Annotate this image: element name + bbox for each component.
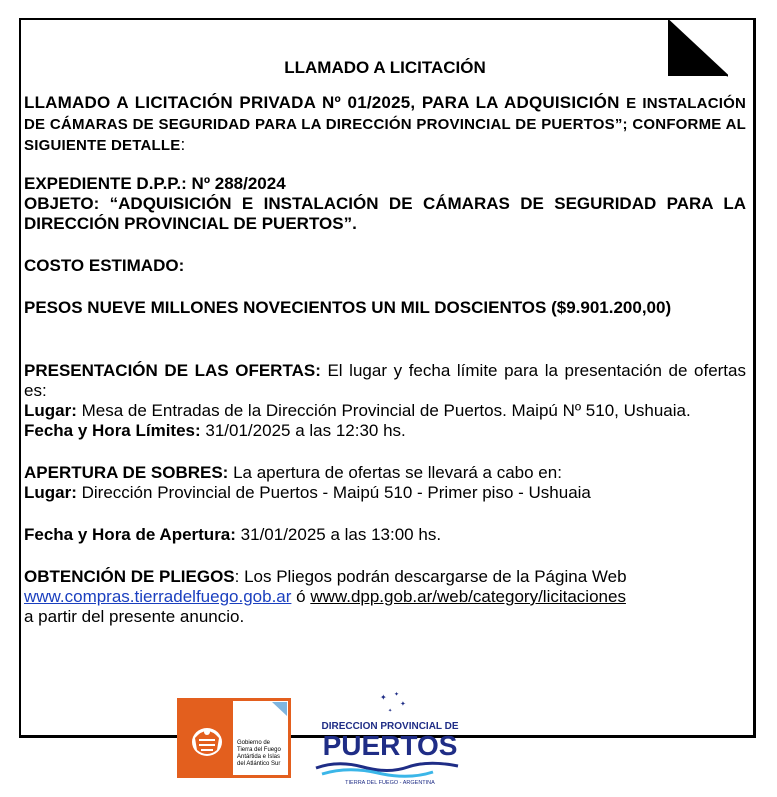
presentacion-text: El lugar y fecha límite para la presentación de ofertas es: <box>24 361 746 400</box>
link-connector: ó <box>291 587 311 606</box>
presentacion-lugar <box>24 401 746 421</box>
presentacion-label: PRESENTACIÓN DE LAS OFERTAS: <box>24 361 321 380</box>
expediente: EXPEDIENTE D.P.P.: Nº 288/2024 <box>24 174 286 193</box>
pliegos-tail: a partir del presente anuncio. <box>24 607 245 626</box>
gob-line-1: Gobierno de <box>237 740 271 746</box>
notice-body <box>24 58 746 627</box>
gob-line-4: del Atlántico Sur <box>237 761 281 767</box>
pliegos-section <box>24 567 746 587</box>
dpp-line-2: PUERTOS <box>322 730 458 761</box>
lugar-text: Mesa de Entradas de la Dirección Provincial de Puertos. Maipú Nº 510, Ushuaia. <box>76 401 691 420</box>
pliegos-links <box>24 587 746 607</box>
dpp-logo <box>308 688 472 786</box>
compras-link[interactable]: www.compras.tierradelfuego.gob.ar <box>24 587 292 606</box>
svg-text:✦: ✦ <box>400 700 406 708</box>
lugar-label: Lugar: <box>24 401 77 420</box>
presentacion-section <box>24 361 746 401</box>
pliegos-label: OBTENCIÓN DE PLIEGOS <box>24 567 235 586</box>
notice-heading <box>24 93 746 156</box>
pliegos-text: : Los Pliegos podrán descargarse de la Página Web <box>234 567 627 586</box>
dpp-line-1: DIRECCION PROVINCIAL DE <box>321 721 459 732</box>
presentacion-fecha <box>24 421 746 441</box>
heading-colon: : <box>180 135 186 154</box>
star-icon <box>380 691 406 714</box>
heading-main: LLAMADO A LICITACIÓN PRIVADA Nº 01/2025, PARA LA ADQUISICIÓN <box>24 93 627 112</box>
shield-icon <box>192 728 222 756</box>
gob-line-3: Antártida e Islas <box>237 754 281 760</box>
notice-title: LLAMADO A LICITACIÓN <box>284 58 486 77</box>
apertura-text: La apertura de ofertas se llevará a cabo en: <box>228 463 562 482</box>
dpp-line-3: TIERRA DEL FUEGO - ARGENTINA <box>345 780 435 786</box>
dpp-licitaciones-link[interactable]: www.dpp.gob.ar/web/category/licitaciones <box>310 587 626 606</box>
fecha-limite-text: 31/01/2025 a las 12:30 hs. <box>200 421 406 440</box>
objeto: OBJETO: “ADQUISICIÓN E INSTALACIÓN DE CÁMARAS DE SEGURIDAD PARA LA DIRECCIÓN PROVINCIAL DE PUERTOS”. <box>24 194 746 233</box>
apertura-fecha <box>24 525 746 545</box>
apertura-lugar-label: Lugar: <box>24 483 77 502</box>
heading-detail: E INSTALACIÓN DE CÁMARAS DE SEGURIDAD PARA LA DIRECCIÓN PROVINCIAL DE PUERTOS”; CONFORME AL SIGUIENTE DETALLE <box>24 95 746 154</box>
svg-text:✦: ✦ <box>380 693 387 702</box>
fecha-limite-label: Fecha y Hora Límites: <box>24 421 201 440</box>
apertura-lugar-text: Dirección Provincial de Puertos - Maipú 510 - Primer piso - Ushuaia <box>76 483 591 502</box>
gobierno-tdf-logo <box>177 698 291 778</box>
apertura-fecha-text: 31/01/2025 a las 13:00 hs. <box>235 525 442 544</box>
costo-label: COSTO ESTIMADO: <box>24 256 185 275</box>
svg-text:✦: ✦ <box>388 708 393 714</box>
apertura-fecha-label: Fecha y Hora de Apertura: <box>24 525 236 544</box>
apertura-label: APERTURA DE SOBRES: <box>24 463 229 482</box>
svg-text:✦: ✦ <box>394 691 400 698</box>
gob-line-2: Tierra del Fuego <box>237 747 281 753</box>
apertura-section <box>24 463 746 483</box>
costo-value: PESOS NUEVE MILLONES NOVECIENTOS UN MIL DOSCIENTOS ($9.901.200,00) <box>24 298 672 317</box>
apertura-lugar <box>24 483 746 503</box>
